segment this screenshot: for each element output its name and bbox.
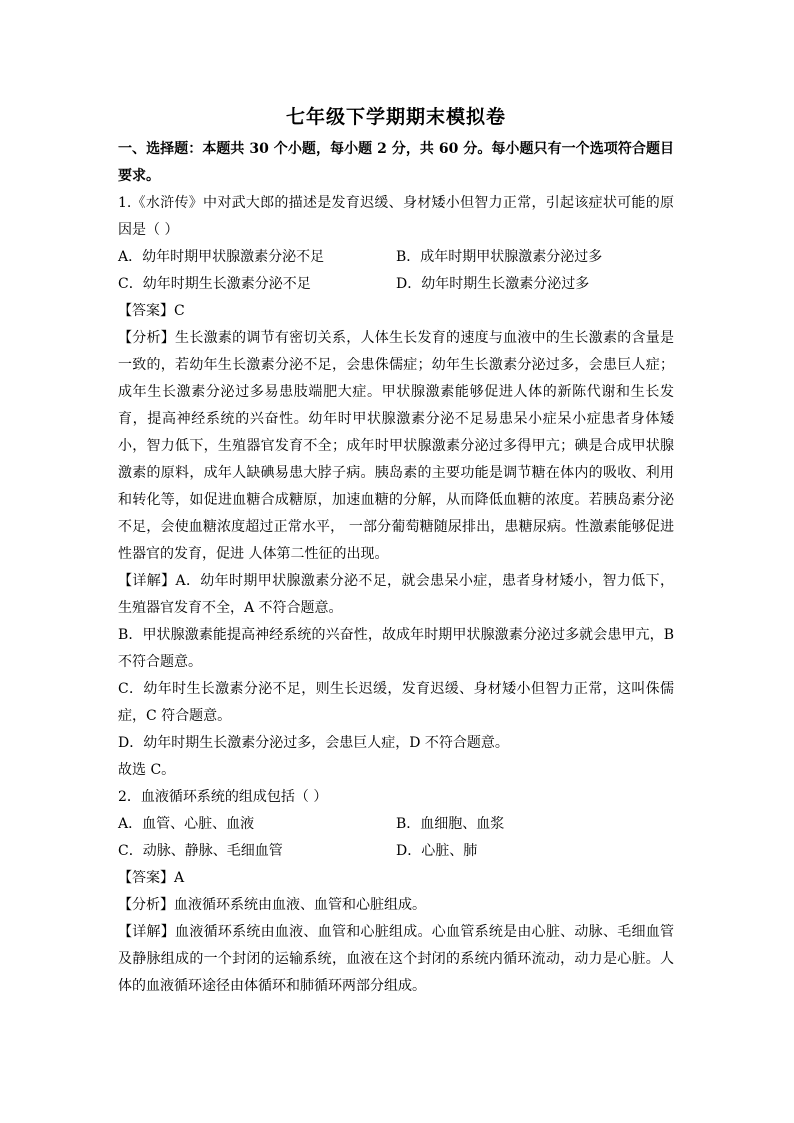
question-2-option-c: C．动脉、静脉、毛细血管 [118, 843, 283, 859]
question-1-option-c: C．幼年时期生长激素分泌不足 [118, 276, 311, 292]
question-2-answer: 【答案】A [118, 870, 185, 886]
question-1-option-b: B．成年时期甲状腺激素分泌过多 [396, 249, 603, 265]
question-1-option-d: D．幼年时期生长激素分泌过多 [396, 276, 590, 292]
question-2-option-a: A．血管、心脏、血液 [118, 816, 255, 832]
question-1-options [118, 244, 674, 298]
question-1-detail-a: 【详解】A．幼年时期甲状腺激素分泌不足，就会患呆小症，患者身材矮小，智力低下，生殖器官发育不全，A 不符合题意。 [118, 573, 674, 616]
question-2-stem: 2．血液循环系统的组成包括（ ） [118, 789, 328, 805]
question-1-detail-b: B．甲状腺激素能提高神经系统的兴奋性，故成年时期甲状腺激素分泌过多就会患甲亢，B 不符合题意。 [118, 627, 674, 670]
question-2-option-d: D．心脏、肺 [396, 843, 478, 859]
page-title: 七年级下学期期末模拟卷 [285, 106, 506, 128]
question-2-detail: 【详解】血液循环系统由血液、血管和心脏组成。心血管系统是由心脏、动脉、毛细血管及静脉组成的一个封闭的运输系统，血液在这个封闭的系统内循环流动，动力是心脏。人体的血液循环途径由体循环和肺循环两部分组成。 [118, 924, 674, 994]
question-2-options [118, 811, 674, 865]
section-header: 一、选择题：本题共 30 个小题，每小题 2 分，共 60 分。每小题只有一个选项符合题目要求。 [118, 141, 674, 184]
question-1-conclusion: 故选 C。 [118, 762, 176, 778]
question-2-option-b: B．血细胞、血浆 [396, 816, 505, 832]
question-2-analysis: 【分析】血液循环系统由血液、血管和心脏组成。 [118, 897, 426, 913]
question-1-detail-c: C．幼年时生长激素分泌不足，则生长迟缓，发育迟缓、身材矮小但智力正常，这叫侏儒症，C 符合题意。 [118, 681, 674, 724]
question-1-option-a: A．幼年时期甲状腺激素分泌不足 [118, 249, 325, 265]
question-1-stem: 1.《水浒传》中对武大郎的描述是发育迟缓、身材矮小但智力正常，引起该症状可能的原因是（ ） [118, 195, 674, 238]
question-1-analysis: 【分析】生长激素的调节有密切关系，人体生长发育的速度与血液中的生长激素的含量是一致的，若幼年生长激素分泌不足，会患侏儒症；幼年生长激素分泌过多，会患巨人症；成年生长激素分泌过多易患肢端肥大症。甲状腺激素能够促进人体的新陈代谢和生长发育，提高神经系统的兴奋性。幼年时甲状腺激素分泌不足易患呆小症呆小症患者身体矮小，智力低下，生殖器官发育不全；成年时甲状腺激素分泌过多得甲亢；碘是合成甲状腺激素的原料，成年人缺碘易患大脖子病。胰岛素的主要功能是调节糖在体内的吸收、利用和转化等，如促进血糖合成糖原，加速血糖的分解，从而降低血糖的浓度。若胰岛素分泌不足，会使血糖浓度超过正常水平， 一部分葡萄糖随尿排出，患糖尿病。性激素能够促进性器官的发育，促进 人体第二性征的出现。 [118, 330, 674, 562]
question-1-answer: 【答案】C [118, 303, 185, 319]
question-1-detail-d: D．幼年时期生长激素分泌过多，会患巨人症，D 不符合题意。 [118, 735, 509, 751]
